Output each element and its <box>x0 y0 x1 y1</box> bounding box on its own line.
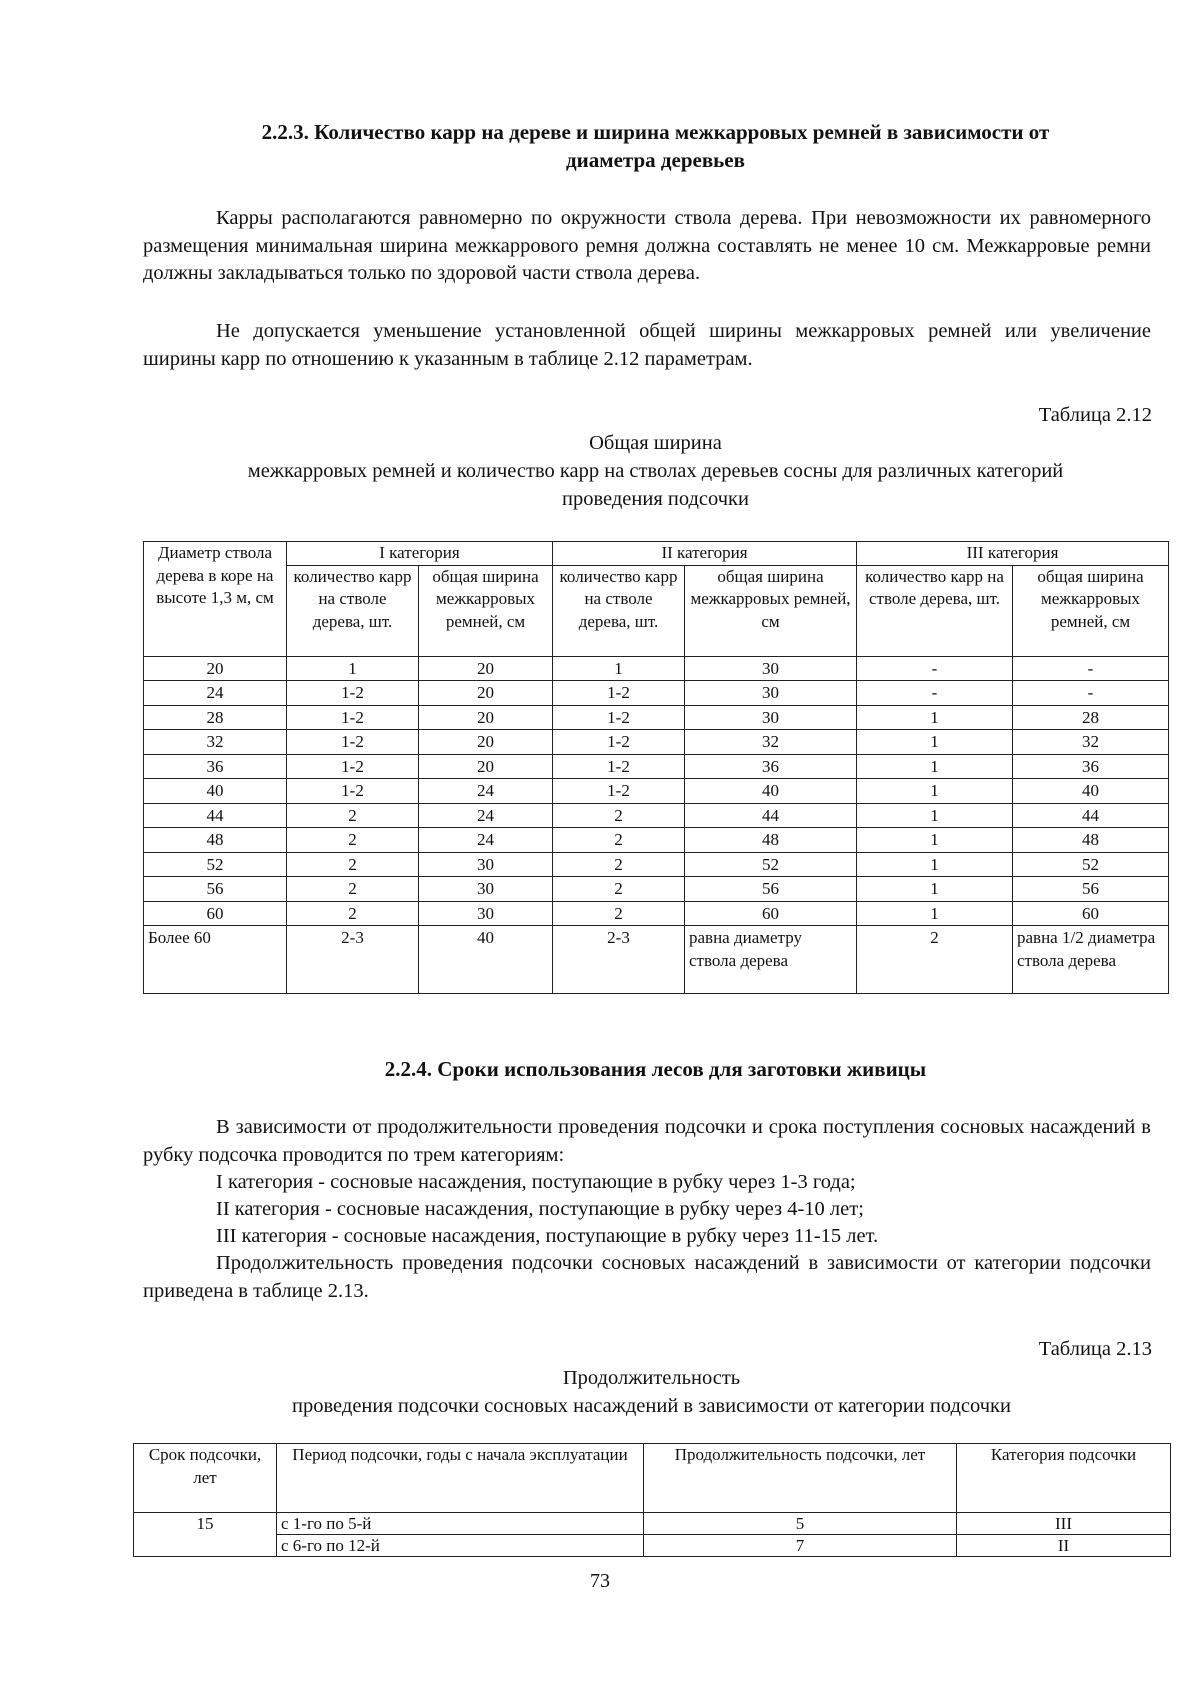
cell: - <box>1013 681 1169 706</box>
cell: 2 <box>857 926 1013 994</box>
table-row <box>144 828 1169 853</box>
cell: 1 <box>857 852 1013 877</box>
section-223-paragraph-2 <box>143 318 1151 373</box>
cell-period: с 6-го по 12-й <box>277 1535 644 1557</box>
cell: 2 <box>287 828 419 853</box>
cell: 20 <box>144 656 287 681</box>
table-213 <box>133 1443 1171 1557</box>
cell: 30 <box>419 852 553 877</box>
cell: - <box>857 681 1013 706</box>
cell: 2 <box>553 901 685 926</box>
table-213-title <box>133 1364 1170 1420</box>
cell: 36 <box>144 754 287 779</box>
cell: 1-2 <box>287 754 419 779</box>
category-3-line <box>143 1223 1151 1251</box>
table-row <box>144 754 1169 779</box>
cell: 56 <box>144 877 287 902</box>
paragraph-text: Не допускается уменьшение установленной общей ширины межкарровых ремней или увеличение ширины карр по отношению к указанным в таблице 2.12 параметрам. <box>143 320 1151 370</box>
cell-period: с 1-го по 5-й <box>277 1513 644 1535</box>
cell: 2 <box>287 852 419 877</box>
cell: 52 <box>144 852 287 877</box>
cell: 36 <box>685 754 857 779</box>
cell: 2-3 <box>553 926 685 994</box>
cell: 28 <box>144 705 287 730</box>
header-cat2-width: общая ширина межкарровых ремней, см <box>685 565 857 656</box>
cell-term: 15 <box>134 1513 277 1557</box>
table-title-line: Продолжительность <box>562 1367 741 1389</box>
table-title-line: межкарровых ремней и количество карр на стволах деревьев сосны для различных категорий <box>247 460 1064 482</box>
cell: 24 <box>144 681 287 706</box>
header-cat2-count: количество карр на стволе дерева, шт. <box>553 565 685 656</box>
cell: 1-2 <box>287 705 419 730</box>
category-2-line <box>143 1196 1151 1224</box>
cell: 1 <box>857 730 1013 755</box>
cell: 1 <box>857 828 1013 853</box>
cell: 30 <box>685 681 857 706</box>
cell: 1 <box>857 877 1013 902</box>
header-cat2: II категория <box>553 542 857 566</box>
table-row <box>144 779 1169 804</box>
table-213-label: Таблица 2.13 <box>1038 1338 1152 1360</box>
header-cat1: I категория <box>287 542 553 566</box>
cell: 1 <box>857 779 1013 804</box>
cell: 44 <box>685 803 857 828</box>
cell: 1 <box>857 754 1013 779</box>
cell: 1-2 <box>553 730 685 755</box>
cell: 20 <box>419 754 553 779</box>
cell: 32 <box>144 730 287 755</box>
paragraph-text: III категория - сосновые насаждения, поступающие в рубку через 11-15 лет. <box>216 1225 879 1247</box>
paragraph-text: I категория - сосновые насаждения, поступающие в рубку через 1-3 года; <box>216 1171 856 1193</box>
heading-line-2: диаметра деревьев <box>566 148 745 172</box>
cell: 48 <box>1013 828 1169 853</box>
cell: 1-2 <box>553 705 685 730</box>
header-duration: Продолжительность подсочки, лет <box>644 1444 957 1513</box>
cell: 24 <box>419 803 553 828</box>
paragraph-text: II категория - сосновые насаждения, поступающие в рубку через 4-10 лет; <box>216 1198 864 1220</box>
cell: - <box>1013 656 1169 681</box>
cell: равна 1/2 диаметра ствола дерева <box>1013 926 1169 994</box>
cell: 1-2 <box>287 779 419 804</box>
cell: 32 <box>685 730 857 755</box>
table-title-line: Общая ширина <box>589 432 722 454</box>
cell: 2 <box>287 877 419 902</box>
cell: 2 <box>287 901 419 926</box>
cell: 2 <box>553 828 685 853</box>
table-212-label: Таблица 2.12 <box>1038 404 1152 426</box>
cell: 44 <box>144 803 287 828</box>
cell: равна диаметру ствола дерева <box>685 926 857 994</box>
table-title-line: проведения подсочки сосновых насаждений в зависимости от категории подсочки <box>292 1395 1011 1417</box>
cell: 30 <box>419 901 553 926</box>
heading-line-1: 2.2.3. Количество карр на дереве и ширина межкарровых ремней в зависимости от <box>261 120 1050 144</box>
table-header-row <box>144 542 1169 566</box>
header-cat1-count: количество карр на стволе дерева, шт. <box>287 565 419 656</box>
cell: - <box>857 656 1013 681</box>
cell: 52 <box>1013 852 1169 877</box>
header-cat3-width: общая ширина межкарровых ремней, см <box>1013 565 1169 656</box>
paragraph-text: Продолжительность проведения подсочки сосновых насаждений в зависимости от категории подсочки приведена в таблице 2.13. <box>143 1252 1151 1302</box>
cell: 20 <box>419 730 553 755</box>
cell: 60 <box>685 901 857 926</box>
header-term: Срок подсочки, лет <box>134 1444 277 1513</box>
cell: 2-3 <box>287 926 419 994</box>
table-header-row <box>134 1444 1171 1513</box>
section-224-heading: 2.2.4. Сроки использования лесов для заготовки живицы <box>384 1057 927 1081</box>
table-row <box>144 705 1169 730</box>
table-row <box>144 681 1169 706</box>
table-row <box>134 1535 1171 1557</box>
header-cat3: III категория <box>857 542 1169 566</box>
table-row <box>144 730 1169 755</box>
cell: 40 <box>685 779 857 804</box>
cell: 20 <box>419 705 553 730</box>
table-row <box>144 926 1169 994</box>
cell: 1 <box>857 803 1013 828</box>
cell: 40 <box>1013 779 1169 804</box>
cell: 30 <box>419 877 553 902</box>
cell: 40 <box>144 779 287 804</box>
table-row <box>134 1513 1171 1535</box>
cell: Более 60 <box>144 926 287 994</box>
cell: 40 <box>419 926 553 994</box>
page-number: 73 <box>590 1570 610 1592</box>
cell: 28 <box>1013 705 1169 730</box>
cell: 1 <box>857 705 1013 730</box>
table-subheader-row <box>144 565 1169 656</box>
cell: 2 <box>553 803 685 828</box>
section-223-heading <box>143 118 1168 174</box>
table-212 <box>143 541 1169 994</box>
category-1-line <box>143 1169 1151 1197</box>
header-category: Категория подсочки <box>957 1444 1171 1513</box>
cell: 36 <box>1013 754 1169 779</box>
cell: 44 <box>1013 803 1169 828</box>
section-224-paragraph-2 <box>143 1250 1151 1305</box>
cell: 1-2 <box>553 754 685 779</box>
cell: 20 <box>419 656 553 681</box>
cell: 30 <box>685 656 857 681</box>
cell: 20 <box>419 681 553 706</box>
cell: 1 <box>287 656 419 681</box>
cell: 52 <box>685 852 857 877</box>
header-period: Период подсочки, годы с начала эксплуатации <box>277 1444 644 1513</box>
cell-category: III <box>957 1513 1171 1535</box>
header-diameter: Диаметр ствола дерева в коре на высоте 1,3 м, см <box>144 542 287 657</box>
section-224-paragraph-1 <box>143 1114 1151 1169</box>
cell: 60 <box>1013 901 1169 926</box>
table-row <box>144 803 1169 828</box>
paragraph-text: Карры располагаются равномерно по окружности ствола дерева. При невозможности их равномерного размещения минимальная ширина межкаррового ремня должна составлять не менее 10 см. Межкарровые ремни должны закладываться только по здоровой части ствола дерева. <box>143 207 1151 284</box>
cell-duration: 7 <box>644 1535 957 1557</box>
cell: 2 <box>553 852 685 877</box>
table-row <box>144 656 1169 681</box>
table-row <box>144 852 1169 877</box>
cell: 1-2 <box>553 779 685 804</box>
table-212-title <box>143 429 1168 513</box>
cell: 24 <box>419 779 553 804</box>
cell: 1-2 <box>287 681 419 706</box>
cell: 56 <box>685 877 857 902</box>
cell: 1-2 <box>553 681 685 706</box>
cell: 48 <box>685 828 857 853</box>
cell: 30 <box>685 705 857 730</box>
cell: 1 <box>857 901 1013 926</box>
section-223-paragraph-1 <box>143 205 1151 288</box>
cell-category: II <box>957 1535 1171 1557</box>
table-row <box>144 901 1169 926</box>
cell: 2 <box>553 877 685 902</box>
table-title-line: проведения подсочки <box>561 488 749 510</box>
cell: 24 <box>419 828 553 853</box>
header-cat1-width: общая ширина межкарровых ремней, см <box>419 565 553 656</box>
cell: 1 <box>553 656 685 681</box>
table-row <box>144 877 1169 902</box>
cell: 56 <box>1013 877 1169 902</box>
cell: 1-2 <box>287 730 419 755</box>
cell: 32 <box>1013 730 1169 755</box>
cell: 60 <box>144 901 287 926</box>
cell: 48 <box>144 828 287 853</box>
cell: 2 <box>287 803 419 828</box>
cell-duration: 5 <box>644 1513 957 1535</box>
header-cat3-count: количество карр на стволе дерева, шт. <box>857 565 1013 656</box>
paragraph-text: В зависимости от продолжительности проведения подсочки и срока поступления сосновых насаждений в рубку подсочка проводится по трем категориям: <box>143 1116 1151 1166</box>
